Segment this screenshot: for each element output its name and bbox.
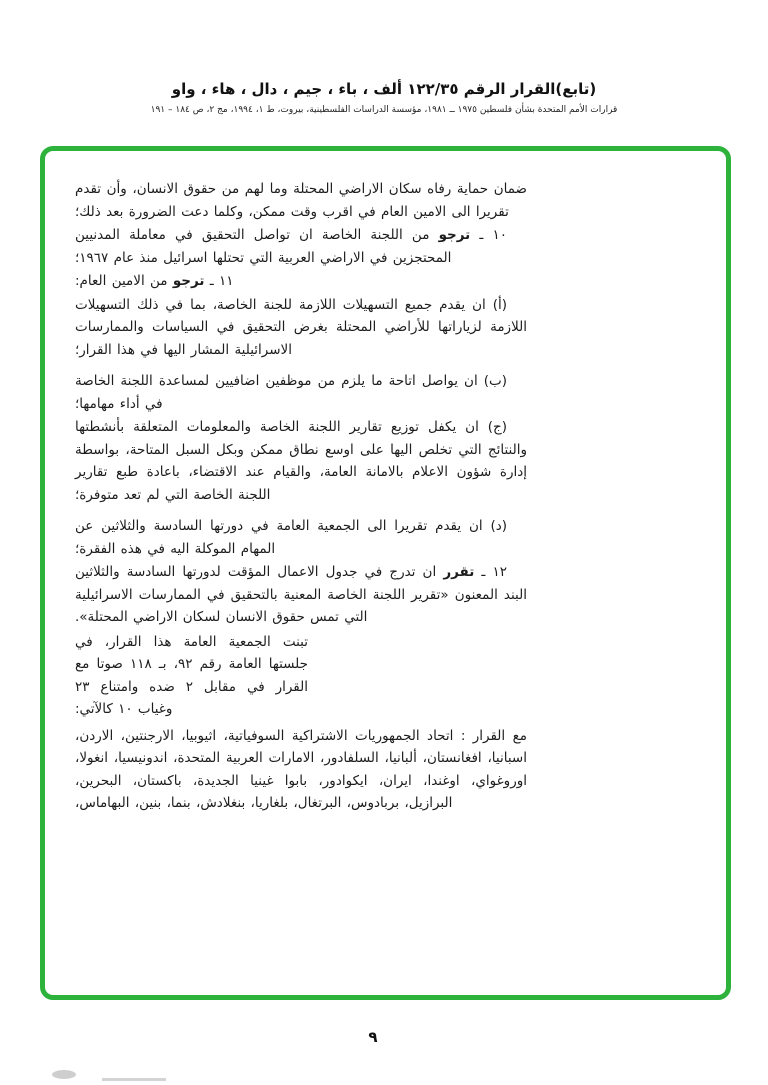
source-citation: قرارات الأمم المتحدة بشأن فلسطين ١٩٧٥ ــ ١٩٨١، مؤسسة الدراسات الفلسطينية، بيروت، ط ١، ١٩٩٤، مج ٢، ص ١٨٤ – ١٩١ bbox=[150, 105, 618, 115]
resolution-header-title: (تابع)القرار الرقم ١٢٢/٣٥ ألف ، باء ، جيم ، دال ، هاء ، واو bbox=[171, 80, 597, 98]
scan-artifact bbox=[52, 1070, 76, 1079]
adoption-note: تبنت الجمعية العامة هذا القرار، في جلستها العامة رقم ٩٢، بـ ١١٨ صوتا مع القرار في مقابل ٢ ضده وامتناع ٢٣ وغياب ١٠ كالآتي: bbox=[75, 633, 308, 717]
scan-artifact bbox=[102, 1078, 166, 1081]
paragraph-item-11a: (أ) ان يقدم جميع التسهيلات اللازمة للجنة الخاصة، بما في ذلك التسهيلات اللازمة لزياراتها للأراضي المحتلة بغرض التحقيق في السياسات والممارسات الاسرائيلية المشار اليها في هذا القرار؛ bbox=[75, 296, 527, 358]
resolution-body bbox=[75, 178, 527, 816]
paragraph-item-10: ١٠ ـ ترجو من اللجنة الخاصة ان تواصل التحقيق في معاملة المدنيين المحتجزين في الاراضي العربية التي تحتلها اسرائيل منذ عام ١٩٦٧؛ bbox=[75, 227, 507, 266]
page-header bbox=[0, 80, 768, 115]
paragraph-item-11c: (ج) ان يكفل توزيع تقارير اللجنة الخاصة والمعلومات المتعلقة بأنشطتها والنتائج التي تخلص اليها على اوسع نطاق ممكن وبكل السبل المتاحة، بواسطة إدارة شؤون الاعلام بالامانة العامة، والقيام عند الاقتضاء، باعادة طبع تقارير اللجنة الخاصة التي لم تعد متوفرة؛ bbox=[75, 419, 527, 503]
page-number: ٩ bbox=[368, 1028, 378, 1046]
paragraph-item-12: ١٢ ـ تقرر ان تدرج في جدول الاعمال المؤقت لدورتها السادسة والثلاثين البند المعنون «تقرير اللجنة الخاصة المعنية بالتحقيق في الممارسات الاسرائيلية التي تمس حقوق الانسان لسكان الاراضي المحتلة». bbox=[75, 564, 527, 625]
paragraph-item-11d: (د) ان يقدم تقريرا الى الجمعية العامة في دورتها السادسة والثلاثين عن المهام الموكلة اليه في هذه الفقرة؛ bbox=[75, 518, 507, 557]
vote-with-list: مع القرار : اتحاد الجمهوريات الاشتراكية السوفياتية، اثيوبيا، الارجنتين، الاردن، اسبانيا، افغانستان، ألبانيا، السلفادور، الامارات العربية المتحدة، اندونيسيا، انغولا، اوروغواي، اوغندا، ايران، ايكوادور، بابوا غينيا الجديدة، باكستان، البحرين، البرازيل، بربادوس، البرتغال، بلغاريا، بنغلادش، بنما، بنين، البهاماس، bbox=[75, 727, 527, 811]
paragraph-item-11: ١١ ـ ترجو من الامين العام: bbox=[75, 273, 234, 289]
paragraph-continuation: ضمان حماية رفاه سكان الاراضي المحتلة وما لهم من حقوق الانسان، وأن تقدم تقريرا الى الامين العام في اقرب وقت ممكن، وكلما دعت الضرورة بعد ذلك؛ bbox=[75, 181, 527, 220]
paragraph-item-11b: (ب) ان يواصل اتاحة ما يلزم من موظفين اضافيين لمساعدة اللجنة الخاصة في أداء مهامها؛ bbox=[75, 373, 507, 412]
